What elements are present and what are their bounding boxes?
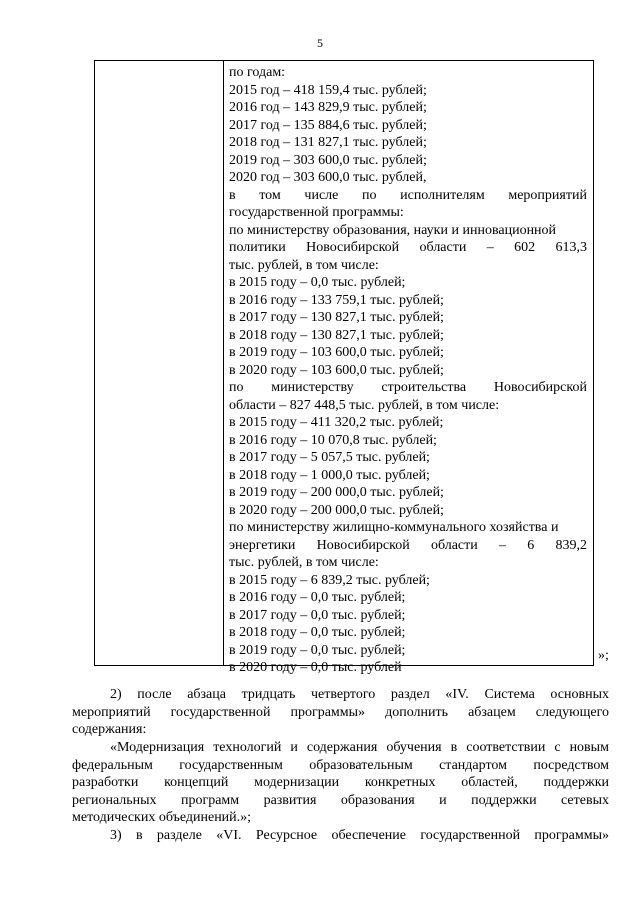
text-line: области – 827 448,5 тыс. рублей, в том числе: (229, 397, 500, 413)
text-line: методических объединений.»; (72, 810, 252, 825)
paragraph (72, 827, 609, 845)
text-line: в 2020 году – 103 600,0 тыс. рублей; (229, 362, 444, 378)
text-line: в 2015 году – 411 320,2 тыс. рублей; (229, 415, 444, 430)
text-line: в 2017 году – 5 057,5 тыс. рублей; (229, 450, 430, 465)
text-line: в 2019 году – 200 000,0 тыс. рублей; (229, 485, 444, 500)
text-line: в 2019 году – 103 600,0 тыс. рублей; (229, 345, 444, 360)
text-line: 2019 год – 303 600,0 тыс. рублей; (229, 152, 427, 168)
text-line: энергетики Новосибирской области – 6 839,2 (229, 537, 587, 553)
text-line: в 2020 году – 200 000,0 тыс. рублей; (229, 502, 444, 518)
text-line: в 2017 году – 130 827,1 тыс. рублей; (229, 310, 444, 325)
text-line: мероприятий государственной программы» дополнить абзацем следующего (72, 704, 609, 720)
text-line: государственной программы: (229, 205, 404, 220)
text-line: в 2016 году – 133 759,1 тыс. рублей; (229, 292, 444, 308)
text-line: по министерству образования, науки и инновационной (229, 222, 557, 238)
text-line: в 2018 году – 130 827,1 тыс. рублей; (229, 327, 444, 343)
table (94, 60, 594, 675)
text-line: «Модернизация технологий и содержания обучения в соответствии с новым (110, 740, 609, 755)
text-line: 2017 год – 135 884,6 тыс. рублей; (229, 117, 427, 133)
text-line: по министерству жилищно-коммунального хозяйства и (229, 520, 559, 535)
text-line: в 2018 году – 1 000,0 тыс. рублей; (229, 467, 430, 483)
text-line: по министерству строительства Новосибирской (229, 380, 587, 395)
text-line: 2018 год – 131 827,1 тыс. рублей; (229, 135, 427, 150)
paragraph (72, 686, 609, 739)
text-line: политики Новосибирской области – 602 613,3 (229, 240, 587, 255)
text-line: в 2015 году – 0,0 тыс. рублей; (229, 275, 406, 290)
text-line: федеральным государственным образовательным стандартом посредством (72, 757, 609, 773)
text-line: разработки концепций модернизации конкретных областей, поддержки (72, 775, 609, 790)
text-line: в 2018 году – 0,0 тыс. рублей; (229, 625, 406, 640)
text-line: 2015 год – 418 159,4 тыс. рублей; (229, 82, 427, 98)
text-line: в 2017 году – 0,0 тыс. рублей; (229, 607, 406, 623)
text-line: региональных программ развития образования и поддержки сетевых (72, 792, 609, 808)
text-line: содержания: (72, 722, 147, 737)
text-line: тыс. рублей, в том числе: (229, 555, 379, 570)
text-line: в 2019 году – 0,0 тыс. рублей; (229, 642, 406, 658)
text-line: в 2016 году – 10 070,8 тыс. рублей; (229, 432, 437, 448)
text-line: 3) в разделе «VI. Ресурсное обеспечение государственной программы» (110, 828, 609, 843)
table-left-cell (95, 61, 224, 665)
text-line: 2) после абзаца тридцать четвертого раздел «IV. Система основных (110, 687, 609, 702)
text-line: в том числе по исполнителям мероприятий (229, 187, 587, 203)
text-line: в 2015 году – 6 839,2 тыс. рублей; (229, 572, 430, 588)
text-line: в 2020 году – 0,0 тыс. рублей (229, 660, 402, 675)
page-number: 5 (317, 36, 323, 50)
paragraph (72, 739, 609, 827)
text-line: 2016 год – 143 829,9 тыс. рублей; (229, 100, 427, 115)
table-right-cell (229, 64, 587, 677)
text-line: по годам: (229, 65, 286, 80)
closing-quote: »; (598, 648, 609, 663)
text-line: 2020 год – 303 600,0 тыс. рублей, (229, 170, 427, 185)
text-line: тыс. рублей, в том числе: (229, 257, 379, 273)
text-line: в 2016 году – 0,0 тыс. рублей; (229, 590, 406, 605)
